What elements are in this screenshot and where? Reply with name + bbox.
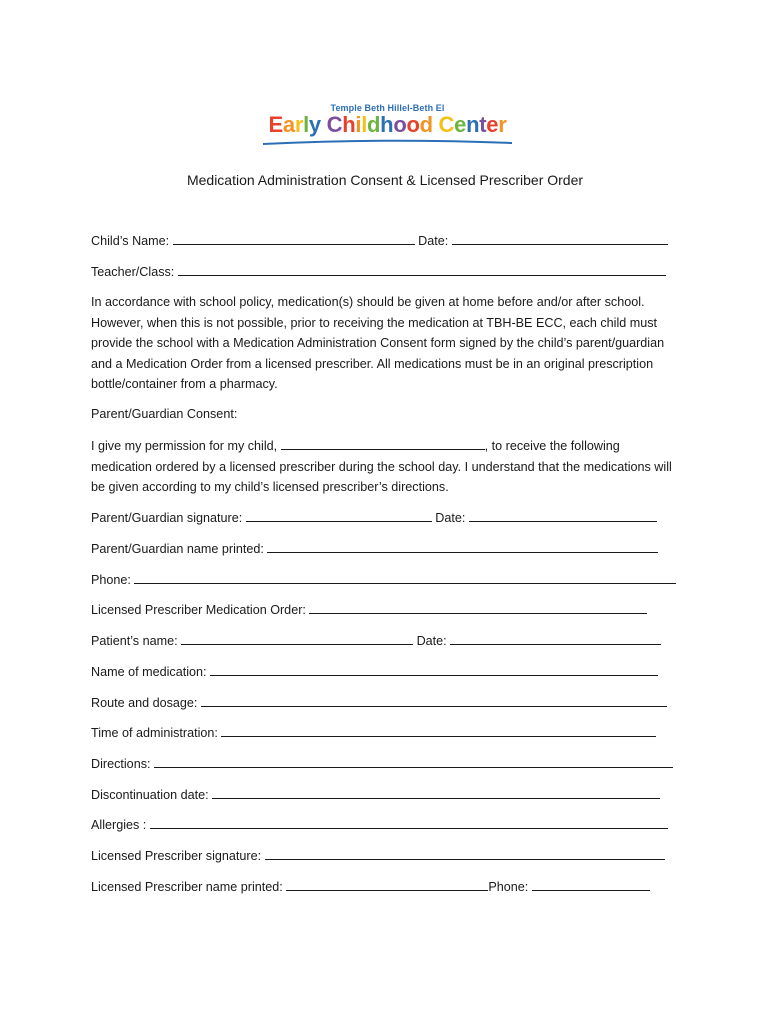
medication-label: Name of medication: [91, 665, 207, 679]
prescriber-name-row [91, 878, 650, 895]
time-field[interactable] [221, 724, 656, 737]
logo-letter: h [342, 112, 356, 137]
patient-name-label: Patient’s name: [91, 634, 178, 648]
directions-field[interactable] [154, 755, 673, 768]
directions-label: Directions: [91, 757, 151, 771]
logo-letter: e [454, 112, 467, 137]
guardian-date-label: Date: [435, 511, 466, 525]
directions-row [91, 755, 673, 772]
guardian-name-row [91, 540, 658, 557]
child-name-consent-field[interactable] [281, 437, 485, 450]
logo-letter: a [282, 112, 295, 137]
child-name-label: Child’s Name: [91, 234, 170, 248]
time-row [91, 724, 656, 741]
route-dosage-row [91, 694, 667, 711]
route-dosage-field[interactable] [201, 694, 667, 707]
logo-letter: h [380, 112, 394, 137]
logo-letter: l [361, 112, 368, 137]
teacher-class-label: Teacher/Class: [91, 265, 175, 279]
logo-letter: C [438, 112, 455, 137]
form-title: Medication Administration Consent & Licensed Prescriber Order [186, 172, 584, 188]
date-field[interactable] [452, 232, 668, 245]
allergies-row [91, 816, 668, 833]
patient-date-field[interactable] [450, 632, 661, 645]
logo-center-name [255, 113, 520, 137]
logo-letter: d [419, 112, 433, 137]
child-name-field[interactable] [173, 232, 415, 245]
guardian-phone-row [91, 571, 676, 588]
logo-letter: t [479, 112, 487, 137]
prescriber-signature-field[interactable] [265, 847, 665, 860]
medication-field[interactable] [210, 663, 658, 676]
guardian-signature-row [91, 509, 657, 526]
logo-letter: i [355, 112, 362, 137]
discontinuation-field[interactable] [212, 786, 660, 799]
logo-letter: n [466, 112, 480, 137]
guardian-name-field[interactable] [267, 540, 658, 553]
prescriber-phone-label: Phone: [488, 880, 529, 894]
logo-letter: e [486, 112, 499, 137]
logo-letter: o [393, 112, 407, 137]
consent-text-before: I give my permission for my child, [91, 439, 278, 453]
prescriber-order-field[interactable] [309, 601, 647, 614]
prescriber-name-field[interactable] [286, 878, 488, 891]
guardian-phone-label: Phone: [91, 573, 131, 587]
patient-name-field[interactable] [181, 632, 413, 645]
logo-letter: d [367, 112, 381, 137]
patient-date-label: Date: [416, 634, 447, 648]
prescriber-order-heading: Licensed Prescriber Medication Order: [91, 603, 306, 617]
child-name-row [91, 232, 668, 249]
prescriber-phone-field[interactable] [532, 878, 650, 891]
logo-letter: r [498, 112, 507, 137]
guardian-signature-label: Parent/Guardian signature: [91, 511, 243, 525]
guardian-phone-field[interactable] [134, 571, 676, 584]
consent-heading: Parent/Guardian Consent: [91, 407, 238, 421]
policy-paragraph: In accordance with school policy, medication(s) should be given at home before and/or after school. However, when this is not possible, prior to receiving the medication at TBH-BE ECC, each child must provide the school with a Medication Administration Consent form signed by the child’s parent/guardian and a Medication Order from a licensed prescriber. All medications must be in an original prescription bottle/container from a pharmacy. [91, 295, 665, 391]
guardian-date-field[interactable] [469, 509, 657, 522]
discontinuation-label: Discontinuation date: [91, 788, 209, 802]
logo-letter: E [268, 112, 283, 137]
allergies-field[interactable] [150, 816, 668, 829]
guardian-signature-field[interactable] [246, 509, 432, 522]
route-dosage-label: Route and dosage: [91, 696, 198, 710]
guardian-name-label: Parent/Guardian name printed: [91, 542, 264, 556]
discontinuation-row [91, 786, 660, 803]
teacher-class-field[interactable] [178, 263, 666, 276]
allergies-label: Allergies : [91, 818, 147, 832]
logo [255, 103, 520, 139]
logo-org-line: Temple Beth Hillel-Beth El [330, 103, 445, 113]
logo-letter: o [406, 112, 420, 137]
prescriber-order-row [91, 601, 647, 618]
teacher-class-row [91, 263, 666, 280]
prescriber-signature-label: Licensed Prescriber signature: [91, 849, 262, 863]
consent-text-after: , to receive the following medication ordered by a licensed prescriber during the school day. I understand that the medications will be given according to my child’s licensed prescriber’s directions. [91, 439, 672, 494]
logo-letter: C [326, 112, 343, 137]
logo-letter: r [294, 112, 304, 137]
prescriber-signature-row [91, 847, 665, 864]
logo-letter: l [303, 112, 309, 137]
consent-paragraph [91, 436, 681, 498]
logo-letter: y [308, 112, 321, 137]
date-label: Date: [418, 234, 449, 248]
time-label: Time of administration: [91, 726, 218, 740]
logo-swoosh [261, 139, 514, 146]
prescriber-name-label: Licensed Prescriber name printed: [91, 880, 283, 894]
patient-name-row [91, 632, 661, 649]
medication-row [91, 663, 658, 680]
